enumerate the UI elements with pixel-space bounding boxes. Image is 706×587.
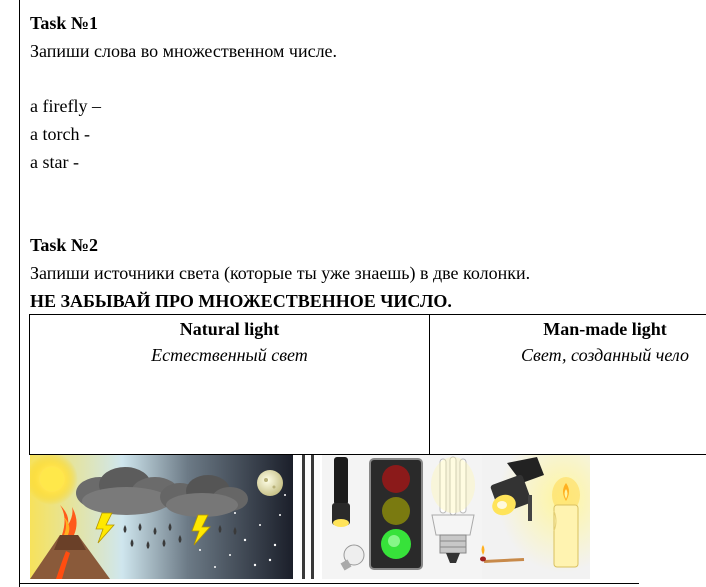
moon-icon <box>257 470 283 496</box>
manmade-light-header: Man-made light <box>543 319 667 339</box>
manmade-light-subheader: Свет, созданный чело <box>521 345 689 365</box>
manmade-light-illustration <box>322 455 590 579</box>
page-left-border <box>19 0 20 587</box>
page-bottom-border <box>19 583 639 584</box>
natural-light-subheader: Естественный свет <box>151 345 308 365</box>
task1-item-torch: a torch - <box>30 124 90 144</box>
candle-icon <box>552 477 580 567</box>
flashlight-icon <box>332 457 350 527</box>
task2-instruction: Запиши источники света (которые ты уже знаешь) в две колонки. <box>30 263 531 283</box>
natural-light-illustration <box>30 455 293 579</box>
traffic-light-icon <box>370 459 422 569</box>
task1-item-firefly: a firefly – <box>30 96 101 116</box>
task2-warning: НЕ ЗАБЫВАЙ ПРО МНОЖЕСТВЕННОЕ ЧИСЛО. <box>30 291 452 311</box>
natural-light-header: Natural light <box>179 319 280 339</box>
task1-item-star: a star - <box>30 152 79 172</box>
illustration-divider <box>302 455 314 579</box>
task2-title: Task №2 <box>30 235 98 255</box>
task1-instruction: Запиши слова во множественном числе. <box>30 41 338 61</box>
task1-title: Task №1 <box>30 13 98 33</box>
light-sources-table <box>29 314 706 455</box>
